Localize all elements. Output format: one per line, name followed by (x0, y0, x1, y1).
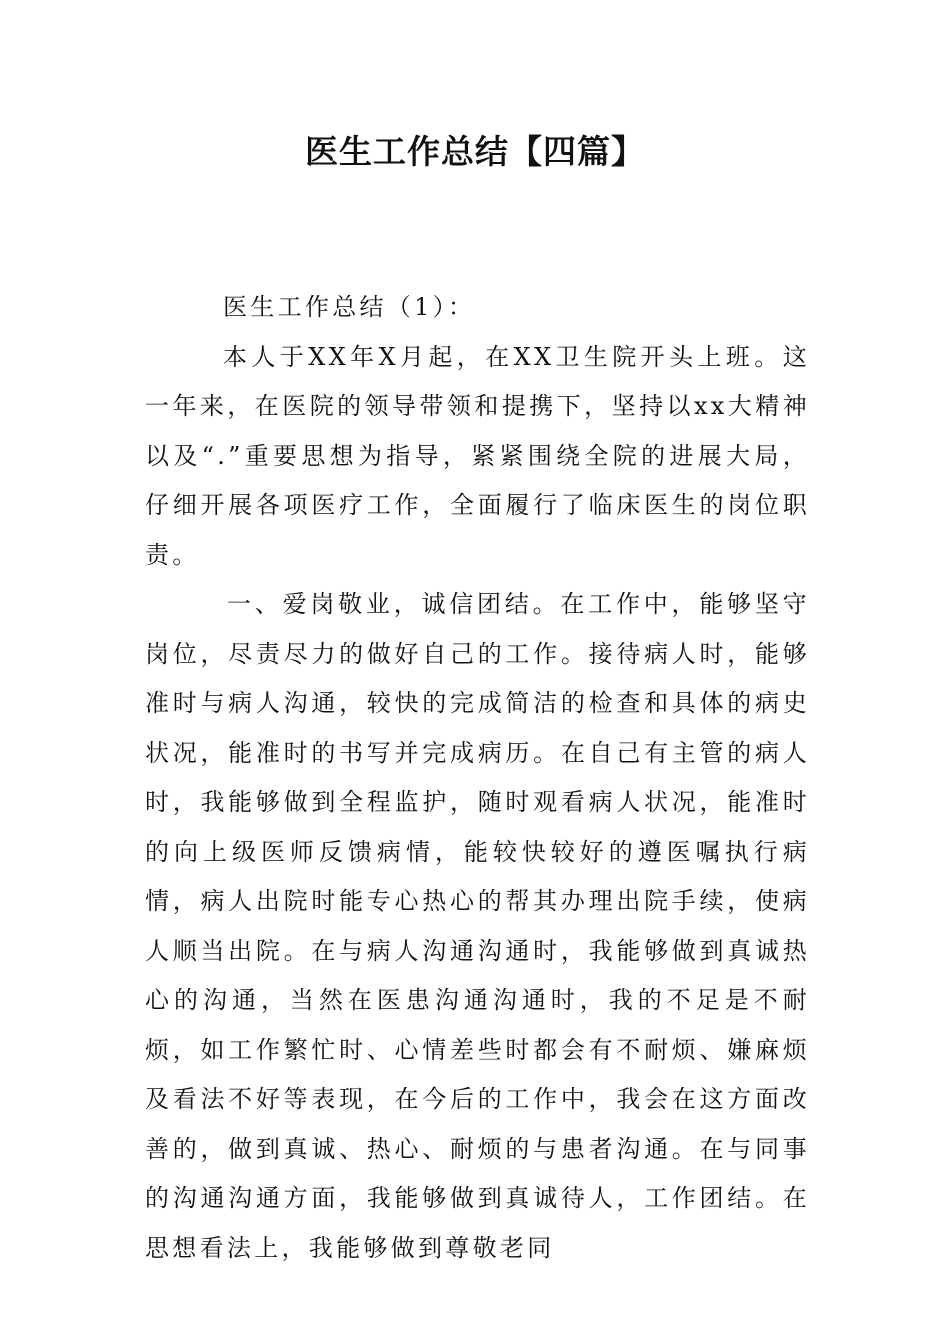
paragraph-intro: 本人于XX年X月起，在XX卫生院开头上班。这一年来，在医院的领导带领和提携下，坚持以xx大精神以及“.”重要思想为指导，紧紧围绕全院的进展大局，仔细开展各项医疗工作，全面履行了临床医生的岗位职责。 (145, 342, 810, 569)
section-heading: 医生工作总结（1）： (223, 293, 476, 321)
document-title: 医生工作总结【四篇】 (305, 132, 645, 171)
document-body (145, 283, 810, 1273)
paragraph-section-one: 一、爱岗敬业，诚信团结。在工作中，能够坚守岗位，尽责尽力的做好自己的工作。接待病人时，能够准时与病人沟通，较快的完成简洁的检查和具体的病史状况，能准时的书写并完成病历。在自己有主管的病人时，我能够做到全程监护，随时观看病人状况，能准时的向上级医师反馈病情，能较快较好的遵医嘱执行病情，病人出院时能专心热心的帮其办理出院手续，使病人顺当出院。在与病人沟通沟通时，我能够做到真诚热心的沟通，当然在医患沟通沟通时，我的不足是不耐烦，如工作繁忙时、心情差些时都会有不耐烦、嫌麻烦及看法不好等表现，在今后的工作中，我会在这方面改善的，做到真诚、热心、耐烦的与患者沟通。在与同事的沟通沟通方面，我能够做到真诚待人，工作团结。在思想看法上，我能够做到尊敬老同 (145, 590, 810, 1262)
